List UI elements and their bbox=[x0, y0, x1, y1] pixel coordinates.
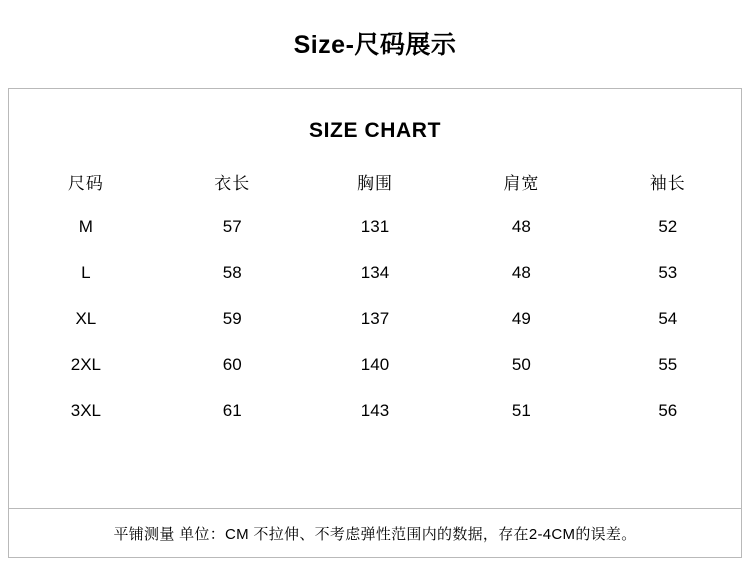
cell-size: M bbox=[78, 217, 93, 236]
page-title: Size-尺码展示 bbox=[293, 31, 457, 59]
table-row bbox=[9, 250, 741, 296]
cell-size: L bbox=[81, 263, 91, 282]
cell-size: XL bbox=[75, 309, 97, 328]
measurement-note: 平铺测量 单位：CM 不拉伸、不考虑弹性范围内的数据，存在2-4CM的误差。 bbox=[113, 525, 637, 543]
cell-size: 3XL bbox=[70, 401, 101, 420]
column-header-bust: 胸围 bbox=[356, 174, 393, 193]
table-row bbox=[9, 296, 741, 342]
cell-shoulder: 48 bbox=[511, 263, 531, 282]
footnote-section bbox=[9, 508, 741, 557]
cell-sleeve: 55 bbox=[658, 355, 678, 374]
cell-bust: 137 bbox=[360, 309, 390, 328]
cell-bust: 143 bbox=[360, 401, 390, 420]
column-header-size: 尺码 bbox=[67, 174, 104, 193]
cell-shoulder: 49 bbox=[511, 309, 531, 328]
table-row bbox=[9, 204, 741, 250]
table-row bbox=[9, 342, 741, 388]
cell-bust: 134 bbox=[360, 263, 390, 282]
cell-sleeve: 56 bbox=[658, 401, 678, 420]
column-header-sleeve: 袖长 bbox=[649, 174, 686, 193]
cell-sleeve: 54 bbox=[658, 309, 678, 328]
cell-length: 57 bbox=[222, 217, 242, 236]
cell-sleeve: 52 bbox=[658, 217, 678, 236]
cell-bust: 140 bbox=[360, 355, 390, 374]
column-header-shoulder: 肩宽 bbox=[503, 174, 540, 193]
cell-sleeve: 53 bbox=[658, 263, 678, 282]
size-chart-card bbox=[8, 88, 742, 558]
size-table bbox=[9, 161, 741, 434]
cell-length: 59 bbox=[222, 309, 242, 328]
table-row bbox=[9, 388, 741, 434]
cell-size: 2XL bbox=[70, 355, 101, 374]
table-header-row bbox=[9, 161, 741, 204]
cell-length: 58 bbox=[222, 263, 242, 282]
column-header-length: 衣长 bbox=[214, 174, 251, 193]
cell-bust: 131 bbox=[360, 217, 390, 236]
cell-shoulder: 51 bbox=[511, 401, 531, 420]
cell-shoulder: 48 bbox=[511, 217, 531, 236]
chart-title: SIZE CHART bbox=[309, 119, 441, 142]
cell-length: 61 bbox=[222, 401, 242, 420]
cell-length: 60 bbox=[222, 355, 242, 374]
cell-shoulder: 50 bbox=[511, 355, 531, 374]
